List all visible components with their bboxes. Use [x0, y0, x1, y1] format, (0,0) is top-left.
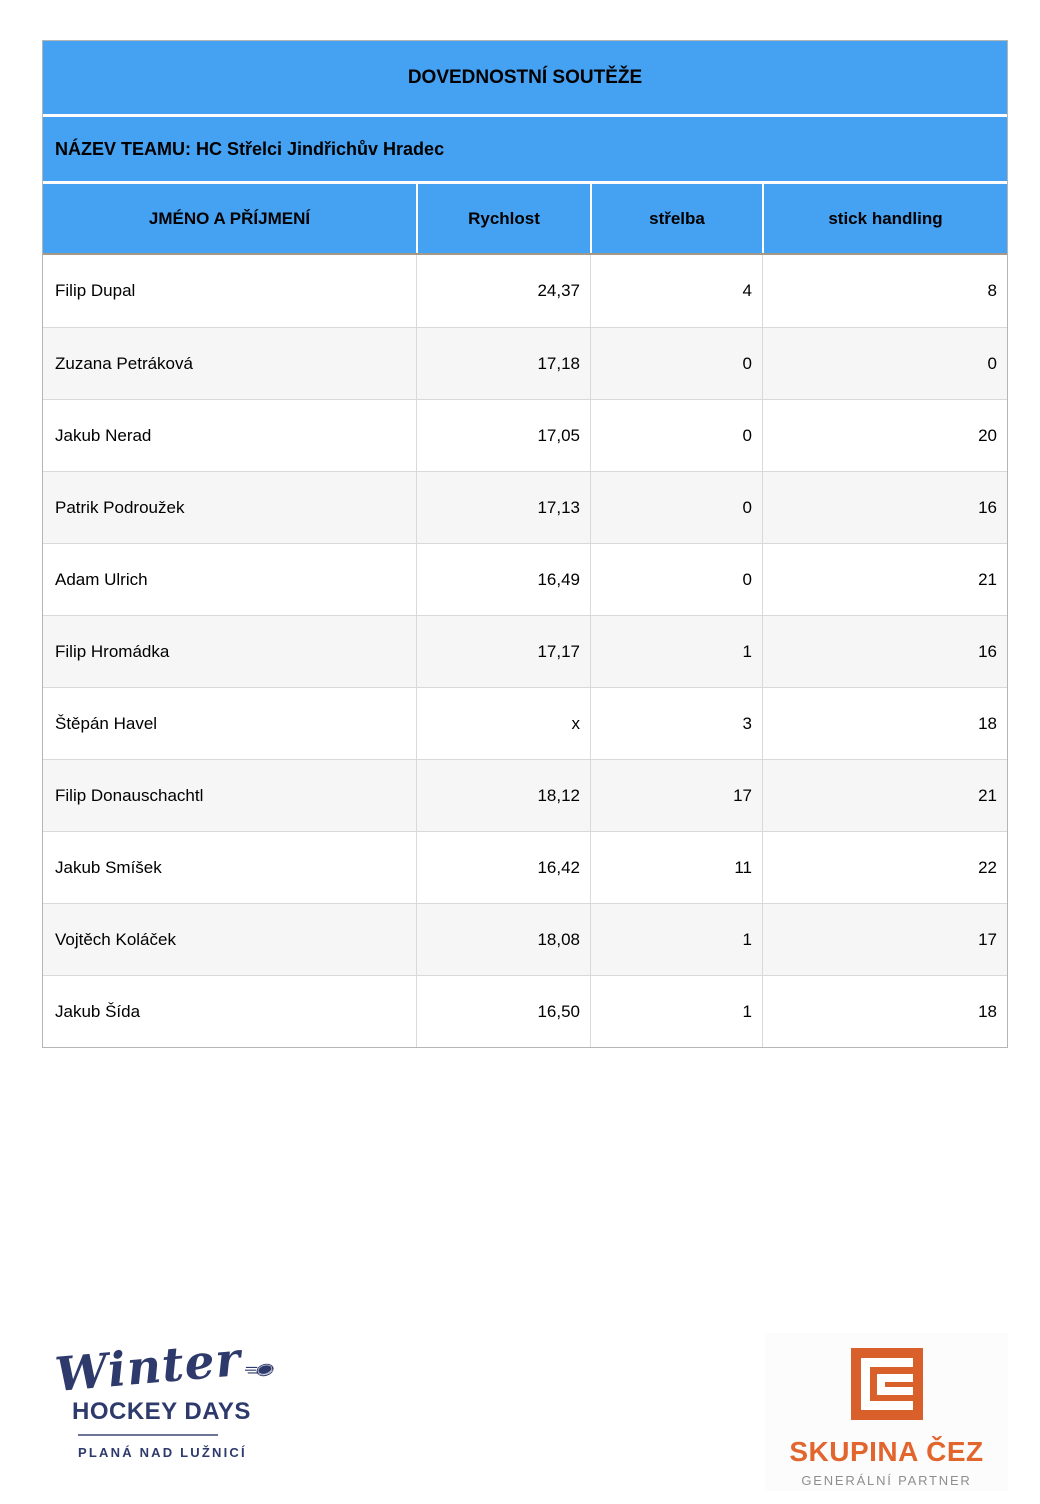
- rychlost-value: 18,12: [416, 760, 590, 831]
- strelba-value: 1: [590, 976, 762, 1047]
- player-name: Adam Ulrich: [55, 569, 148, 589]
- table-title-row: [43, 41, 1007, 117]
- winter-hockey-days-logo: [52, 1331, 275, 1460]
- strelba-value: 0: [590, 400, 762, 471]
- winter-logo-divider: [78, 1434, 218, 1436]
- table-row: [43, 615, 1007, 687]
- stick-handling-value: 17: [762, 904, 1007, 975]
- strelba-value: 0: [590, 328, 762, 399]
- rychlost-value: 16,50: [416, 976, 590, 1047]
- skupina-cez-logo: [765, 1333, 1008, 1491]
- rychlost-value: 18,08: [416, 904, 590, 975]
- column-header-name: JMÉNO A PŘÍJMENÍ: [148, 208, 311, 228]
- stick-handling-value: 22: [762, 832, 1007, 903]
- hockey-days-text: HOCKEY DAYS: [72, 1398, 251, 1425]
- table-row: [43, 255, 1007, 327]
- table-row: [43, 975, 1007, 1047]
- table-row: [43, 399, 1007, 471]
- player-name: Filip Dupal: [55, 281, 136, 300]
- stick-handling-value: 18: [762, 688, 1007, 759]
- player-name: Jakub Nerad: [55, 425, 152, 445]
- strelba-value: 17: [590, 760, 762, 831]
- player-name: Jakub Smíšek: [55, 857, 162, 877]
- table-title: DOVEDNOSTNÍ SOUTĚŽE: [407, 66, 643, 88]
- table-row: [43, 831, 1007, 903]
- rychlost-value: 17,05: [416, 400, 590, 471]
- column-header-stick-handling: stick handling: [762, 184, 1007, 253]
- stick-handling-value: 0: [762, 328, 1007, 399]
- rychlost-value: 17,18: [416, 328, 590, 399]
- table-row: [43, 687, 1007, 759]
- plana-nad-luznici-text: PLANÁ NAD LUŽNICÍ: [78, 1445, 247, 1460]
- team-name-row: [43, 117, 1007, 184]
- table-row: [43, 327, 1007, 399]
- stick-handling-value: 16: [762, 616, 1007, 687]
- generalni-partner-text: GENERÁLNÍ PARTNER: [801, 1473, 972, 1488]
- player-name: Zuzana Petráková: [55, 353, 193, 373]
- strelba-value: 11: [590, 832, 762, 903]
- rychlost-value: 17,13: [416, 472, 590, 543]
- stick-handling-value: 18: [762, 976, 1007, 1047]
- stick-handling-value: 20: [762, 400, 1007, 471]
- column-header-rychlost: Rychlost: [416, 184, 590, 253]
- skupina-cez-text: SKUPINA ČEZ: [789, 1436, 984, 1467]
- table-row: [43, 759, 1007, 831]
- stick-handling-value: 16: [762, 472, 1007, 543]
- strelba-value: 1: [590, 904, 762, 975]
- player-name: Filip Hromádka: [55, 641, 170, 661]
- stick-handling-value: 21: [762, 544, 1007, 615]
- table-row: [43, 903, 1007, 975]
- rychlost-value: 24,37: [416, 255, 590, 327]
- table-row: [43, 543, 1007, 615]
- player-name: Vojtěch Koláček: [55, 929, 176, 949]
- stick-handling-value: 21: [762, 760, 1007, 831]
- team-name-label: NÁZEV TEAMU: HC Střelci Jindřichův Hradec: [55, 138, 445, 159]
- stick-handling-value: 8: [762, 255, 1007, 327]
- strelba-value: 0: [590, 472, 762, 543]
- table-row: [43, 471, 1007, 543]
- strelba-value: 3: [590, 688, 762, 759]
- cez-logo-icon: [851, 1348, 923, 1420]
- skills-table: [42, 40, 1008, 1048]
- player-name: Filip Donauschachtl: [55, 785, 204, 805]
- strelba-value: 4: [590, 255, 762, 327]
- player-name: Štěpán Havel: [55, 713, 158, 733]
- rychlost-value: x: [416, 688, 590, 759]
- player-name: Patrik Podroužek: [55, 497, 185, 517]
- column-header-row: [43, 184, 1007, 255]
- hockey-puck-icon: [245, 1344, 275, 1396]
- column-header-strelba: střelba: [590, 184, 762, 253]
- strelba-value: 1: [590, 616, 762, 687]
- rychlost-value: 16,42: [416, 832, 590, 903]
- rychlost-value: 16,49: [416, 544, 590, 615]
- player-name: Jakub Šída: [55, 1001, 141, 1021]
- strelba-value: 0: [590, 544, 762, 615]
- winter-script-text: Winter: [52, 1331, 244, 1404]
- rychlost-value: 17,17: [416, 616, 590, 687]
